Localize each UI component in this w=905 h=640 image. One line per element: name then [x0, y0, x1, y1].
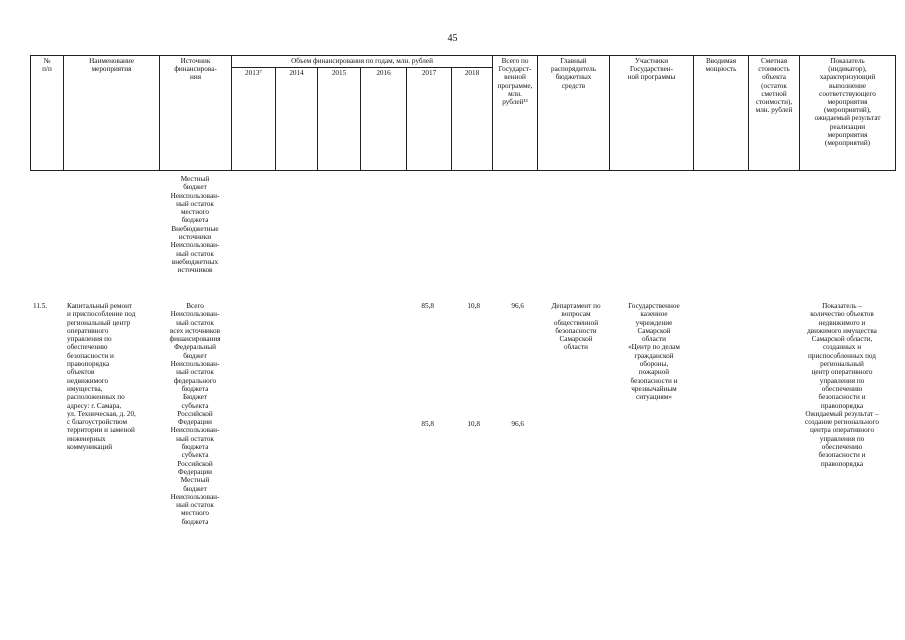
value-2018-total: 10,8	[467, 302, 480, 310]
value-grand-total: 96,6	[511, 302, 524, 310]
continuation-sources: Местный бюджет Неиспользован- ный остаток местного бюджета Внебюджетные источники Неиспользован- ный остаток внебюджетных источников	[170, 175, 220, 275]
header-indicator: Показатель (индикатор), характеризующий выполнение соответствующего мероприятия (мероприятий), ожидаемый результат реализации мероприятия (мероприятий)	[800, 56, 896, 171]
value-2017-regional: 85,8	[421, 420, 434, 428]
header-manager: Главный распорядитель бюджетных средств	[538, 56, 610, 171]
header-year: 2018	[452, 68, 493, 171]
table-header	[30, 55, 896, 171]
program-participants: Государственное казенное учреждение Самарской области «Центр по делам гражданской обороны, пожарной безопасности и чрезвычайным ситуациям»	[628, 302, 680, 402]
funding-sources: Всего Неиспользован- ный остаток всех источников финансирования Федеральный бюджет Неиспользован- ный остаток федерального бюджета Бюджет субъекта Российской Федерации Неиспользован- ный остаток бюджета субъекта Российской Федерации Местный бюджет Неиспользован- ный остаток местного бюджета	[169, 302, 221, 526]
header-year: 2014	[276, 68, 318, 171]
budget-manager: Департамент по вопросам общественной безопасности Самарской области	[551, 302, 601, 352]
table-body	[30, 172, 890, 637]
header-year: 2017	[407, 68, 452, 171]
header-source: Источник финансирова- ния	[160, 56, 232, 171]
page-number: 45	[447, 33, 458, 44]
header-number: № п/п	[31, 56, 64, 171]
header-capacity: Вводимая мощность	[694, 56, 749, 171]
header-participants: Участники Государствен- ной программы	[610, 56, 694, 171]
header-years-group: Объем финансирования по годам, млн. рублей	[232, 56, 493, 68]
row-number: 11.5.	[33, 302, 48, 310]
value-2017-total: 85,8	[421, 302, 434, 310]
header-total: Всего по Государст- венной программе, млн. рублей¹³	[493, 56, 538, 171]
header-estimate: Сметная стоимость объекта (остаток сметной стоимости), млн. рублей	[749, 56, 800, 171]
activity-name: Капитальный ремонт и приспособление под региональный центр оперативного управления по обеспечению безопасности и правопорядка объектов недвижимого имущества, расположенных по адресу: г. Самара, ул. Техническая, д. 20, с благоустройством территории и заменой инженерных коммуникаций	[67, 302, 136, 452]
header-year: 2015	[318, 68, 361, 171]
value-total-regional: 96,6	[511, 420, 524, 428]
header-year: 2013⁷	[232, 68, 276, 171]
value-2018-regional: 10,8	[467, 420, 480, 428]
header-name: Наименование мероприятия	[64, 56, 160, 171]
header-year: 2016	[361, 68, 407, 171]
indicator-result: Показатель – количество объектов недвижимого и движимого имущества Самарской области, созданных и приспособленных под региональный центр оперативного управления по обеспечению безопасности и правопорядка Ожидаемый результат – создание регионального центра оперативного управления по обеспечению безопасности и правопорядка	[805, 302, 879, 468]
